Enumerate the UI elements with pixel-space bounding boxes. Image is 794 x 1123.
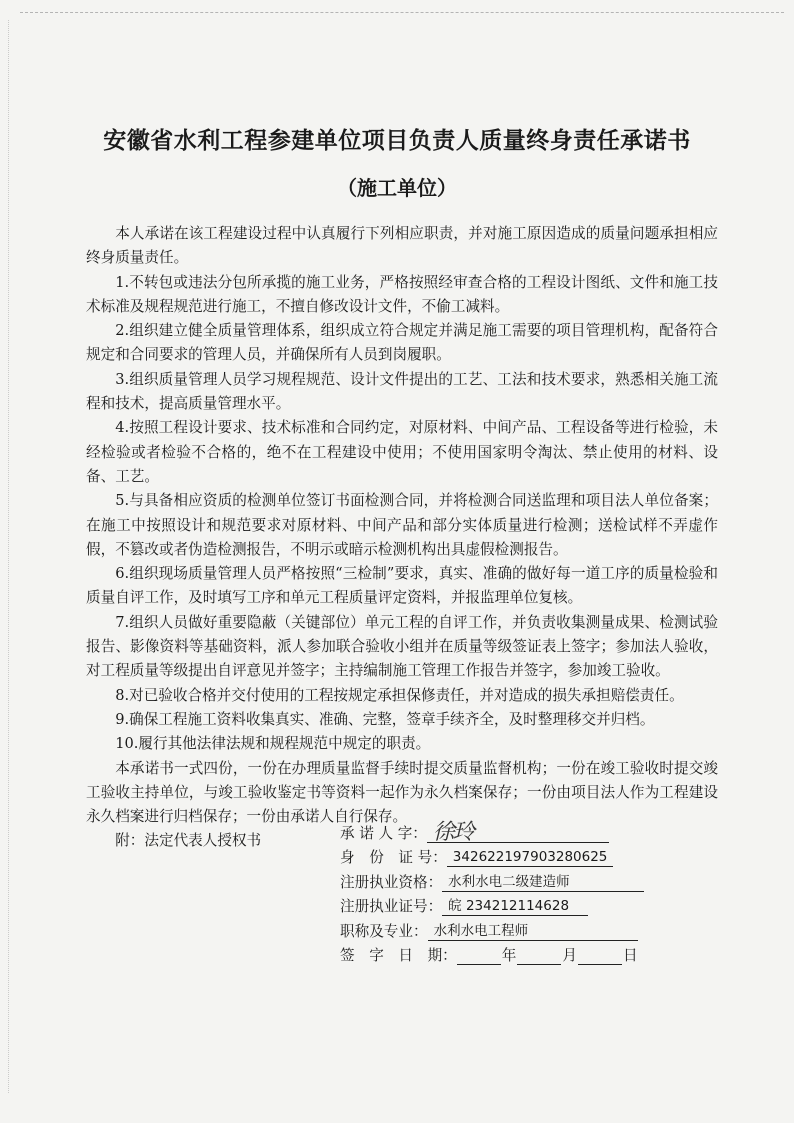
year-blank bbox=[457, 946, 501, 965]
id-value: 342622197903280625 bbox=[447, 848, 613, 867]
title-value: 水利水电工程师 bbox=[428, 922, 638, 941]
title-row bbox=[340, 916, 670, 941]
day-blank bbox=[578, 946, 622, 965]
promiser-row bbox=[340, 818, 670, 843]
id-row bbox=[340, 843, 670, 868]
paragraph-item-6: 6.组织现场质量管理人员严格按照“三检制”要求，真实、准确的做好每一道工序的质量检验和质量自评工作，及时填写工序和单元工程质量评定资料，并报监理单位复核。 bbox=[86, 565, 718, 607]
certificate-label: 注册执业证号： bbox=[340, 898, 443, 915]
day-label: 日 bbox=[622, 947, 638, 964]
month-label: 月 bbox=[562, 947, 577, 964]
certificate-row bbox=[340, 892, 670, 917]
id-label: 身 份 证 号： bbox=[340, 849, 447, 866]
certificate-value: 皖 234212114628 bbox=[442, 897, 588, 916]
handwritten-signature: 徐玲 bbox=[427, 824, 609, 843]
document-title: 安徽省水利工程参建单位项目负责人质量终身责任承诺书 bbox=[103, 128, 691, 154]
paragraph-intro: 本人承诺在该工程建设过程中认真履行下列相应职责，并对施工原因造成的质量问题承担相应终身质量责任。 bbox=[86, 225, 718, 267]
paragraph-copies: 本承诺书一式四份，一份在办理质量监督手续时提交质量监督机构；一份在竣工验收时提交竣工验收主持单位，与竣工验收鉴定书等资料一起作为永久档案保存；一份由项目法人作为工程建设永久档案进行归档保存；一份由承诺人自行保存。 bbox=[86, 759, 718, 826]
paragraph-item-4: 4.按照工程设计要求、技术标准和合同约定，对原材料、中间产品、工程设备等进行检验，未经检验或者检验不合格的，绝不在工程建设中使用；不使用国家明令淘汰、禁止使用的材料、设备、工艺。 bbox=[86, 419, 718, 485]
promiser-label: 承 诺 人 字： bbox=[340, 824, 427, 842]
paragraph-item-8: 8.对已验收合格并交付使用的工程按规定承担保修责任，并对造成的损失承担赔偿责任。 bbox=[115, 686, 684, 704]
attachment-note: 附：法定代表人授权书 bbox=[115, 832, 262, 850]
signature-block bbox=[340, 818, 670, 965]
month-blank bbox=[517, 946, 561, 965]
paragraph-item-2: 2.组织建立健全质量管理体系，组织成立符合规定并满足施工需要的项目管理机构，配备符合规定和合同要求的管理人员，并确保所有人员到岗履职。 bbox=[86, 322, 718, 364]
date-row bbox=[340, 941, 670, 966]
paragraph-item-5: 5.与具备相应资质的检测单位签订书面检测合同，并将检测合同送监理和项目法人单位备案；在施工中按照设计和规范要求对原材料、中间产品和部分实体质量进行检测；送检试样不弄虚作假，不篡改或者伪造检测报告，不明示或暗示检测机构出具虚假检测报告。 bbox=[86, 492, 718, 558]
qualification-value: 水利水电二级建造师 bbox=[442, 873, 644, 892]
year-label: 年 bbox=[501, 947, 517, 964]
title-label: 职称及专业： bbox=[340, 922, 428, 940]
paragraph-item-10: 10.履行其他法律法规和规程规范中规定的职责。 bbox=[115, 735, 431, 753]
paragraph-item-9: 9.确保工程施工资料收集真实、准确、完整，签章手续齐全，及时整理移交并归档。 bbox=[115, 710, 655, 728]
scan-border-top bbox=[20, 12, 784, 19]
paragraph-item-3: 3.组织质量管理人员学习规程规范、设计文件提出的工艺、工法和技术要求，熟悉相关施工流程和技术，提高质量管理水平。 bbox=[86, 370, 718, 413]
qualification-label: 注册执业资格： bbox=[340, 873, 443, 891]
document-body bbox=[86, 222, 718, 854]
document-subtitle: （施工单位） bbox=[337, 176, 457, 200]
paragraph-item-7: 7.组织人员做好重要隐蔽（关键部位）单元工程的自评工作，并负责收集测量成果、检测试验报告、影像资料等基础资料，派人参加联合验收小组并在质量等级签证表上签字；参加法人验收，对工程质量等级提出自评意见并签字；主持编制施工管理工作报告并签字，参加竣工验收。 bbox=[86, 613, 718, 680]
qualification-row bbox=[340, 867, 670, 892]
date-label: 签 字 日 期： bbox=[340, 947, 457, 964]
paragraph-item-1: 1.不转包或违法分包所承揽的施工业务，严格按照经审查合格的工程设计图纸、文件和施工技术标准及规程规范进行施工，不擅自修改设计文件，不偷工减料。 bbox=[86, 273, 718, 315]
